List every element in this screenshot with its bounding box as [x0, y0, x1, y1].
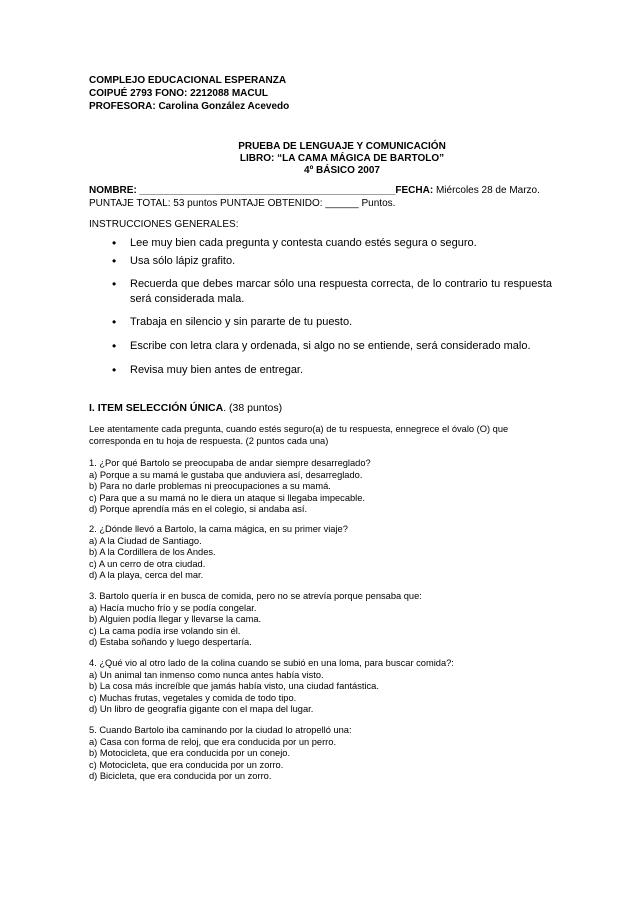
answer-option: a) Un animal tan inmenso como nunca antes había visto. [89, 669, 324, 680]
score-line: PUNTAJE TOTAL: 53 puntos PUNTAJE OBTENIDO: ______ Puntos. [89, 198, 396, 209]
section1-heading-line [89, 402, 282, 415]
answer-option: a) Casa con forma de reloj, que era conducida por un perro. [89, 736, 337, 747]
school-name: COMPLEJO EDUCACIONAL ESPERANZA [89, 75, 287, 86]
question-1 [89, 458, 559, 516]
exam-title-line3: 4º BÁSICO 2007 [304, 165, 380, 176]
name-date-line [89, 184, 540, 197]
answer-option: d) Porque aprendía más en el colegio, si andaba así. [89, 504, 308, 514]
question-text: 5. Cuando Bartolo iba caminando por la ciudad lo atropelló una: [89, 725, 352, 735]
answer-option: a) Porque a su mamá le gustaba que anduviera así, desarreglado. [89, 469, 363, 480]
answer-option: b) A la Cordillera de los Andes. [89, 547, 216, 557]
answer-option: a) A la Ciudad de Santiago. [89, 535, 202, 546]
answer-option: b) Alguien podía llegar y llevarse la cama. [89, 614, 262, 624]
question-text: 3. Bartolo quería ir en busca de comida, pero no se atrevía porque pensaba que: [89, 591, 422, 601]
section1-intro [89, 424, 559, 447]
answer-option: a) Hacía mucho frío y se podía congelar. [89, 602, 257, 613]
section1-heading: I. ITEM SELECCIÓN ÚNICA [89, 402, 224, 414]
instruction-item: • Usa sólo lápiz grafito. [112, 254, 552, 269]
school-header [89, 74, 289, 113]
question-2 [89, 524, 559, 582]
question-5 [89, 725, 559, 783]
instruction-item: • Lee muy bien cada pregunta y contesta cuando estés segura o seguro. [112, 236, 552, 251]
answer-option: b) La cosa más increíble que jamás había visto, una ciudad fantástica. [89, 681, 379, 691]
answer-option: d) Bicicleta, que era conducida por un zorro. [89, 771, 272, 781]
section1-points: . (38 puntos) [223, 402, 283, 414]
instruction-item: • Revisa muy bien antes de entregar. [112, 363, 552, 378]
exam-title [0, 141, 638, 177]
name-label: NOMBRE: ______________________________________________ [89, 185, 396, 196]
answer-option: c) Para que a su mamá no le diera un ataque si llegaba impecable. [89, 492, 365, 503]
instructions-heading: INSTRUCCIONES GENERALES: [89, 219, 239, 230]
question-text: 2. ¿Dónde llevó a Bartolo, la cama mágica, en su primer viaje? [89, 524, 348, 534]
answer-option: d) A la playa, cerca del mar. [89, 570, 204, 580]
instruction-item: • Recuerda que debes marcar sólo una respuesta correcta, de lo contrario tu respuesta será considerada mala. [112, 277, 552, 307]
question-3 [89, 591, 559, 649]
answer-option: d) Un libro de geografía gigante con el mapa del lugar. [89, 704, 314, 714]
instructions-list [112, 236, 552, 378]
instruction-item: • Escribe con letra clara y ordenada, si algo no se entiende, será considerado malo. [112, 339, 552, 354]
date-label: FECHA: [395, 185, 434, 196]
answer-option: c) A un cerro de otra ciudad. [89, 558, 206, 569]
teacher-name: PROFESORA: Carolina González Acevedo [89, 101, 290, 112]
answer-option: d) Estaba soñando y luego despertaría. [89, 637, 252, 647]
answer-option: c) Muchas frutas, vegetales y comida de todo tipo. [89, 692, 297, 703]
section1-intro-line1: Lee atentamente cada pregunta, cuando estés seguro(a) de tu respuesta, ennegrece el óvalo (O) que [89, 424, 509, 434]
date-value: Miércoles 28 de Marzo. [433, 185, 540, 196]
school-address: COIPUÉ 2793 FONO: 2212088 MACUL [89, 88, 268, 99]
exam-title-line1: PRUEBA DE LENGUAJE Y COMUNICACIÓN [238, 141, 446, 152]
answer-option: c) Motocicleta, que era conducida por un zorro. [89, 759, 284, 770]
answer-option: b) Motocicleta, que era conducida por un conejo. [89, 748, 291, 758]
question-text: 1. ¿Por qué Bartolo se preocupaba de andar siempre desarreglado? [89, 458, 371, 468]
section1-intro-line2: corresponda en tu hoja de respuesta. (2 puntos cada una) [89, 435, 329, 446]
instruction-item: • Trabaja en silencio y sin pararte de tu puesto. [112, 315, 552, 330]
question-4 [89, 658, 559, 716]
answer-option: c) La cama podía irse volando sin él. [89, 625, 241, 636]
question-text: 4. ¿Qué vio al otro lado de la colina cuando se subió en una loma, para buscar comida?: [89, 658, 454, 668]
exam-title-line2: LIBRO: “LA CAMA MÁGICA DE BARTOLO” [239, 153, 445, 164]
answer-option: b) Para no darle problemas ni preocupaciones a su mamá. [89, 481, 331, 491]
